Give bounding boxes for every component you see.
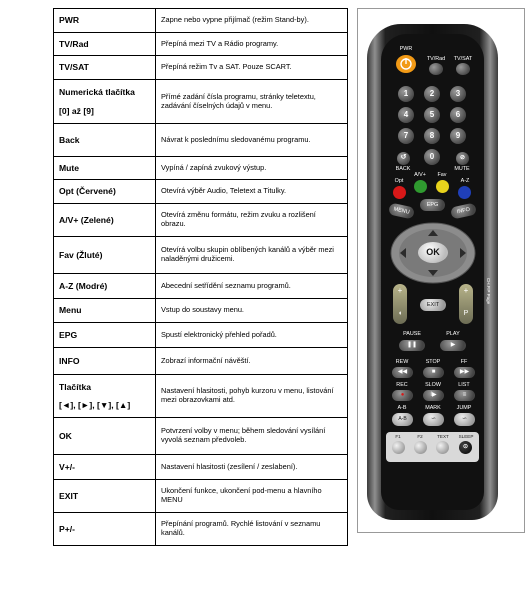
key-name: EPG — [59, 329, 78, 340]
table-row — [54, 124, 348, 157]
key-description: Otevírá výběr Audio, Teletext a Titulky. — [161, 186, 287, 196]
key-name: Back — [59, 134, 80, 145]
table-row — [54, 455, 348, 480]
digit-label: 9 — [455, 131, 461, 140]
key-cell — [54, 375, 156, 418]
description-cell — [156, 124, 348, 157]
key-name: A/V+ (Zelené) — [59, 214, 114, 225]
rewind-button[interactable] — [392, 367, 413, 378]
key-description: Přepíná mezi TV a Rádio programy. — [161, 38, 279, 48]
digit-2-button[interactable] — [424, 86, 440, 102]
description-cell — [156, 157, 348, 180]
play-button[interactable] — [440, 340, 466, 351]
av-label: A/V+ — [414, 172, 426, 178]
key-cell — [54, 180, 156, 204]
text-label: TEXT — [437, 434, 449, 439]
key-cell — [54, 157, 156, 180]
digit-label: 2 — [429, 89, 435, 98]
table-row — [54, 9, 348, 33]
description-cell — [156, 323, 348, 348]
key-name: TV/SAT — [59, 62, 89, 73]
digit-label: 0 — [429, 152, 435, 161]
key-description: Ukončení funkce, ukončení pod-menu a hlavního MENU — [161, 486, 322, 504]
table-row — [54, 80, 348, 124]
key-name: Fav (Žluté) — [59, 249, 103, 260]
ff-label: FF — [460, 359, 468, 365]
back-label: BACK — [395, 166, 411, 172]
jump-icon: ∽ — [461, 416, 468, 422]
ok-button-label: OK — [426, 247, 440, 257]
key-cell — [54, 455, 156, 480]
pause-label: PAUSE — [403, 331, 421, 337]
key-cell — [54, 299, 156, 323]
key-cell — [54, 237, 156, 274]
key-description: Abecední setřídění seznamu programů. — [161, 280, 291, 290]
slow-label: SLOW — [425, 382, 441, 388]
stop-button[interactable] — [423, 367, 444, 378]
description-cell — [156, 455, 348, 480]
key-name-secondary: [0] až [9] — [59, 105, 94, 116]
key-description: Přepíná režim Tv a SAT. Pouze SCART. — [161, 62, 292, 72]
table-row — [54, 274, 348, 299]
back-button[interactable] — [397, 152, 410, 165]
digit-9-button[interactable] — [450, 128, 466, 144]
key-description: Potvrzení volby v menu; během sledování vysílání vyvolá seznam předvoleb. — [161, 426, 326, 444]
key-cell — [54, 274, 156, 299]
key-name: Numerická tlačítka — [59, 87, 135, 98]
mute-icon: ⊘ — [459, 155, 466, 161]
key-name: TV/Rad — [59, 38, 89, 49]
key-description: Zapne nebo vypne přijímač (režim Stand-by). — [161, 15, 309, 25]
digit-7-button[interactable] — [398, 128, 414, 144]
f1-button[interactable] — [392, 441, 405, 454]
volume-rocker[interactable] — [393, 284, 407, 324]
digit-label: 3 — [455, 89, 461, 98]
ab-button[interactable] — [392, 413, 413, 426]
record-button[interactable] — [392, 390, 413, 401]
tvrad-label: TV/Rad — [426, 56, 446, 62]
key-name: Tlačítka — [59, 381, 92, 392]
av-green-button[interactable] — [414, 180, 427, 193]
key-name: INFO — [59, 355, 80, 366]
digit-6-button[interactable] — [450, 107, 466, 123]
ok-button[interactable] — [418, 242, 448, 263]
sleep-icon: ⊙ — [462, 444, 469, 450]
mute-button[interactable] — [456, 152, 469, 165]
key-description: Otevírá volbu skupin oblíbených kanálů a výběr mezi naladěnými družicemi. — [161, 245, 334, 263]
f1-label: F1 — [395, 434, 401, 439]
pause-button[interactable] — [399, 340, 425, 351]
key-cell — [54, 513, 156, 546]
table-row — [54, 375, 348, 418]
key-name: Mute — [59, 162, 80, 173]
tvsat-button[interactable] — [456, 63, 470, 75]
digit-4-button[interactable] — [398, 107, 414, 123]
key-cell — [54, 323, 156, 348]
key-description: Přímé zadání čísla programu, stránky teletextu, zadávání číselných údajů v menu. — [161, 91, 316, 110]
epg-button-label: EPG — [426, 202, 439, 208]
key-cell — [54, 9, 156, 33]
stop-label: STOP — [425, 359, 441, 365]
fast-forward-icon: ▶▶ — [459, 369, 470, 375]
table-row — [54, 299, 348, 323]
az-label: A-Z — [460, 178, 470, 184]
program-rocker[interactable] — [459, 284, 473, 324]
ab-icon: A-B — [398, 416, 407, 422]
program-up-icon: + — [463, 286, 469, 295]
description-cell — [156, 513, 348, 546]
play-label: PLAY — [446, 331, 460, 337]
mark-button[interactable] — [423, 413, 444, 426]
description-cell — [156, 237, 348, 274]
opt-red-button[interactable] — [393, 186, 406, 199]
key-description: Zobrazí informační návěští. — [161, 355, 251, 365]
digit-3-button[interactable] — [450, 86, 466, 102]
table-row — [54, 204, 348, 237]
key-description: Vstup do soustavy menu. — [161, 305, 244, 315]
mark-label: MARK — [425, 405, 441, 411]
digit-label: 8 — [429, 131, 435, 140]
description-cell — [156, 480, 348, 513]
list-icon: ≡ — [462, 392, 467, 398]
key-cell — [54, 418, 156, 455]
digit-label: 1 — [403, 89, 409, 98]
description-cell — [156, 80, 348, 124]
rec-label: REC — [396, 382, 408, 388]
side-label: CH.P.P Page — [486, 278, 491, 305]
sleep-button[interactable] — [459, 441, 472, 454]
key-description: Vypíná / zapíná zvukový výstup. — [161, 162, 267, 172]
table-row — [54, 323, 348, 348]
info-button-label: INFO — [456, 206, 471, 216]
digit-1-button[interactable] — [398, 86, 414, 102]
key-description: Nastavení hlasitosti, pohyb kurzoru v menu, listování mezi obrazovkami atd. — [161, 386, 334, 404]
description-cell — [156, 33, 348, 56]
key-function-table — [53, 8, 348, 546]
table-row — [54, 157, 348, 180]
power-icon — [396, 55, 416, 73]
digit-label: 6 — [455, 110, 461, 119]
mark-icon: ∽ — [430, 416, 437, 422]
key-name-secondary: [◄], [►], [▼], [▲] — [59, 400, 131, 410]
list-button[interactable] — [454, 390, 475, 401]
fav-yellow-button[interactable] — [436, 180, 449, 193]
table-row — [54, 237, 348, 274]
f2-button[interactable] — [414, 441, 427, 454]
key-description: Přepínání programů. Rychlé listování v seznamu kanálů. — [161, 519, 321, 537]
key-name: PWR — [59, 15, 80, 26]
pause-icon: ❚❚ — [406, 342, 418, 348]
pwr-label: PWR — [399, 46, 413, 52]
key-cell — [54, 348, 156, 375]
table-row — [54, 56, 348, 80]
description-cell — [156, 274, 348, 299]
digit-label: 4 — [403, 110, 409, 119]
description-cell — [156, 9, 348, 33]
key-cell — [54, 80, 156, 124]
exit-button[interactable] — [420, 299, 446, 311]
description-cell — [156, 375, 348, 418]
key-name: Opt (Červené) — [59, 186, 116, 197]
key-name: EXIT — [59, 490, 79, 501]
list-label: LIST — [458, 382, 470, 388]
key-name: OK — [59, 430, 72, 441]
key-description: Návrat k poslednímu sledovanému programu. — [161, 134, 311, 144]
opt-label: Opt — [394, 178, 404, 184]
table-row — [54, 480, 348, 513]
menu-button-label: MENU — [392, 206, 411, 216]
key-description: Nastavení hlasitosti (zesílení / zeslabení). — [161, 461, 298, 471]
slow-button[interactable] — [423, 390, 444, 401]
digit-label: 7 — [403, 131, 409, 140]
key-name: Menu — [59, 305, 82, 316]
f2-label: F2 — [417, 434, 423, 439]
key-cell — [54, 33, 156, 56]
table-row — [54, 418, 348, 455]
digit-5-button[interactable] — [424, 107, 440, 123]
key-description: Spustí elektronický přehled pořadů. — [161, 329, 277, 339]
ab-label: A-B — [397, 405, 407, 411]
description-cell — [156, 348, 348, 375]
key-cell — [54, 204, 156, 237]
jump-label: JUMP — [456, 405, 472, 411]
table-row — [54, 348, 348, 375]
fav-label: Fav — [437, 172, 447, 178]
table-row — [54, 513, 348, 546]
table-row — [54, 180, 348, 204]
rew-label: REW — [395, 359, 409, 365]
program-icon: P — [463, 310, 469, 317]
sleep-label: SLEEP — [458, 434, 474, 439]
table-row — [54, 33, 348, 56]
az-blue-button[interactable] — [458, 186, 471, 199]
key-name: V+/- — [59, 461, 75, 472]
key-cell — [54, 124, 156, 157]
back-icon: ↺ — [400, 154, 407, 161]
mute-label: MUTE — [454, 166, 470, 172]
description-cell — [156, 299, 348, 323]
digit-label: 5 — [429, 110, 435, 119]
description-cell — [156, 180, 348, 204]
volume-icon: ◖ — [397, 310, 403, 317]
tvsat-label: TV/SAT — [453, 56, 473, 62]
epg-button[interactable] — [420, 199, 445, 211]
key-cell — [54, 480, 156, 513]
jump-button[interactable] — [454, 413, 475, 426]
volume-up-icon: + — [397, 286, 403, 295]
key-name: A-Z (Modré) — [59, 280, 108, 291]
key-description: Otevírá změnu formátu, režim zvuku a rozlišení obrazu. — [161, 210, 316, 228]
key-cell — [54, 56, 156, 80]
tvrad-button[interactable] — [429, 63, 443, 75]
record-icon: ● — [400, 392, 405, 398]
digit-0-button[interactable] — [424, 149, 440, 165]
text-button[interactable] — [436, 441, 449, 454]
description-cell — [156, 204, 348, 237]
description-cell — [156, 418, 348, 455]
fast-forward-button[interactable] — [454, 367, 475, 378]
digit-8-button[interactable] — [424, 128, 440, 144]
exit-button-label: EXIT — [426, 302, 440, 308]
power-button[interactable] — [396, 55, 416, 73]
slow-icon: I▶ — [430, 392, 437, 398]
description-cell — [156, 56, 348, 80]
key-name: P+/- — [59, 523, 75, 534]
play-icon: ▶ — [450, 342, 456, 348]
stop-icon: ■ — [431, 369, 436, 375]
rewind-icon: ◀◀ — [397, 369, 408, 375]
